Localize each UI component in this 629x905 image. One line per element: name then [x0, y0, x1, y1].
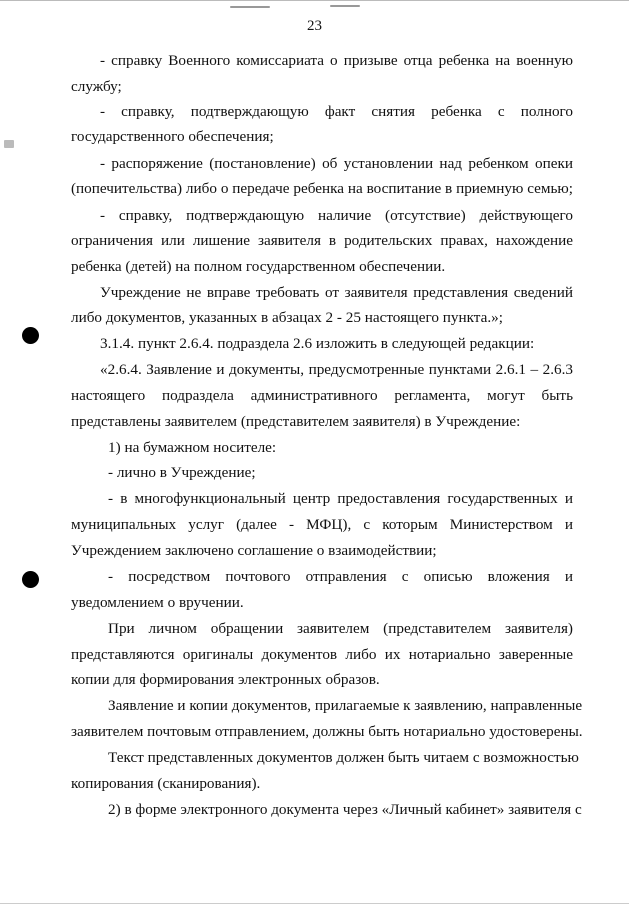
- text-line: копирования (сканирования).: [71, 775, 261, 792]
- text-line: настоящего подраздела административного регламента, могут быть: [71, 387, 573, 404]
- text-line: При личном обращении заявителем (представителем заявителя): [108, 620, 573, 637]
- text-line: - лично в Учреждение;: [108, 464, 256, 481]
- page-number: 23: [307, 18, 322, 34]
- text-line: копии для формирования электронных образов.: [71, 671, 380, 688]
- text-line: 2) в форме электронного документа через «Личный кабинет» заявителя с: [108, 801, 582, 818]
- punch-hole-mark: [22, 571, 39, 588]
- text-line: государственного обеспечения;: [71, 128, 274, 145]
- text-line: 3.1.4. пункт 2.6.4. подраздела 2.6 изложить в следующей редакции:: [100, 335, 535, 352]
- top-border-line: [0, 0, 629, 1]
- text-line: ребенка (детей) на полном государственном обеспечении.: [71, 258, 446, 275]
- text-line: 1) на бумажном носителе:: [108, 439, 277, 456]
- text-line: Заявление и копии документов, прилагаемые к заявлению, направленные: [108, 697, 583, 714]
- text-line: либо документов, указанных в абзацах 2 - 25 настоящего пункта.»;: [71, 309, 503, 326]
- scan-noise: [4, 140, 14, 148]
- text-line: - справку, подтверждающую наличие (отсутствие) действующего: [100, 207, 573, 224]
- text-line: службу;: [71, 78, 122, 95]
- text-line: - справку Военного комиссариата о призыве отца ребенка на военную: [100, 52, 573, 69]
- text-line: уведомлением о вручении.: [71, 594, 244, 611]
- text-line: Текст представленных документов должен быть читаем с возможностью: [108, 749, 579, 766]
- text-line: Учреждением заключено соглашение о взаимодействии;: [71, 542, 437, 559]
- text-line: «2.6.4. Заявление и документы, предусмотренные пунктами 2.6.1 – 2.6.3: [100, 361, 573, 378]
- text-line: (попечительства) либо о передаче ребенка на воспитание в приемную семью;: [71, 180, 573, 197]
- text-line: ограничения или лишение заявителя в родительских правах, нахождение: [71, 232, 573, 249]
- text-line: муниципальных услуг (далее - МФЦ), с которым Министерством и: [71, 516, 573, 533]
- text-line: - распоряжение (постановление) об установлении над ребенком опеки: [100, 155, 573, 172]
- scan-noise: [330, 5, 360, 7]
- text-line: Учреждение не вправе требовать от заявителя представления сведений: [100, 284, 573, 301]
- scan-noise: [230, 6, 270, 8]
- text-line: - посредством почтового отправления с описью вложения и: [108, 568, 573, 585]
- text-line: представлены заявителем (представителем заявителя) в Учреждение:: [71, 413, 521, 430]
- bottom-border-line: [0, 903, 629, 904]
- text-line: заявителем почтовым отправлением, должны быть нотариально удостоверены.: [71, 723, 583, 740]
- punch-hole-mark: [22, 327, 39, 344]
- text-line: представляются оригиналы документов либо их нотариально заверенные: [71, 646, 573, 663]
- text-line: - справку, подтверждающую факт снятия ребенка с полного: [100, 103, 573, 120]
- text-line: - в многофункциональный центр предоставления государственных и: [108, 490, 573, 507]
